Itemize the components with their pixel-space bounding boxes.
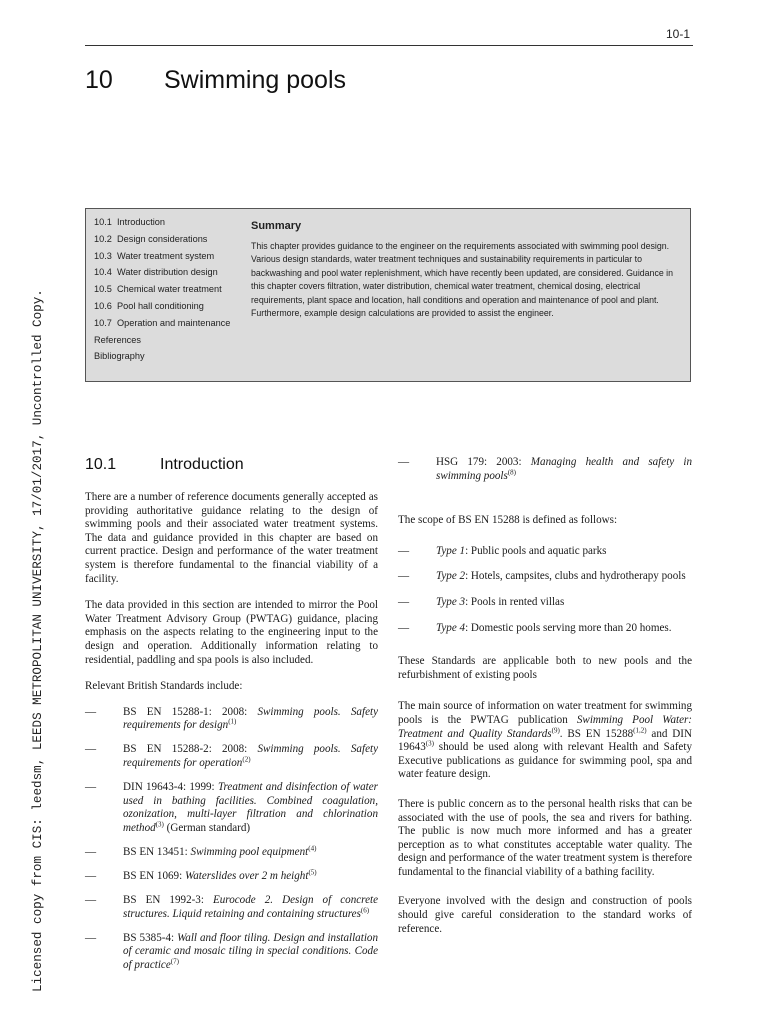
standards-intro: Relevant British Standards include: xyxy=(85,680,243,693)
pwtag-paragraph: The data provided in this section are intended to mirror the Pool Water Treatment Advisory Group (PWTAG) guidance, placing emphasis on the aspects relating to the engineering input to the design and operation. Additionally information relating to residential, paddling and spa pools is also included. xyxy=(85,599,378,666)
list-item: — BS EN 1069: Waterslides over 2 m height$^{(5)}$ xyxy=(85,868,317,883)
list-item: — BS EN 13451: Swimming pool equipment$^{(4)}$ xyxy=(85,844,317,858)
right-column xyxy=(398,456,692,950)
summary-heading: Summary xyxy=(251,220,302,232)
list-item: — Type 1: Public pools and aquatic parks xyxy=(398,544,607,557)
standards-list xyxy=(85,706,378,973)
summary-box xyxy=(85,208,691,382)
section-title: Introduction xyxy=(160,456,244,473)
everyone-paragraph: Everyone involved with the design and construction of pools should give careful consideration to the standard works of reference. xyxy=(398,895,692,935)
toc-item[interactable]: References xyxy=(94,334,141,345)
section-number: 10.1 xyxy=(85,456,117,473)
chapter-contents xyxy=(94,217,242,368)
section-heading xyxy=(85,456,244,474)
main-source-paragraph: The main source of information on water treatment for swimming pools is the PWTAG publication Swimming Pool Water: Treatment and Quality Standards$^{(9)}$. BS EN 15288$^{(1,2)}$ and DIN 19643$^{(3)}$ should be used along with relevant Health and Safety Executive publications as guidance for swimming pool, spa and water feature design. xyxy=(398,700,693,781)
list-item: — BS 5385-4: Wall and floor tiling. Design and installation of ceramic and mosaic tiling in special conditions. Code of practice$^{(7)}$ xyxy=(85,931,378,972)
page-number: 10-1 xyxy=(665,27,690,41)
list-item: — BS EN 15288-2: 2008: Swimming pools. Safety requirements for operation$^{(2)}$ xyxy=(85,743,378,769)
hsg-list xyxy=(398,456,692,483)
toc-item[interactable]: 10.7 Operation and maintenance xyxy=(94,317,231,328)
list-item: — Type 4: Domestic pools serving more than 20 homes. xyxy=(398,621,672,634)
header-rule xyxy=(85,45,693,46)
list-item: — Type 2: Hotels, campsites, clubs and hydrotherapy pools xyxy=(398,570,686,583)
scope-intro: The scope of BS EN 15288 is defined as follows: xyxy=(398,514,618,527)
toc-item[interactable]: 10.3 Water treatment system xyxy=(94,250,215,261)
chapter-title xyxy=(85,66,346,95)
licence-notice: Licensed copy from CIS: leedsm, LEEDS METROPOLITAN UNIVERSITY, 17/01/2017, Uncontrolled Copy. xyxy=(31,289,45,992)
applicable-paragraph: These Standards are applicable both to new pools and the refurbishment of existing pools xyxy=(398,655,692,681)
toc-item[interactable]: 10.4 Water distribution design xyxy=(94,267,218,278)
left-column xyxy=(85,491,378,983)
toc-item[interactable]: 10.2 Design considerations xyxy=(94,233,208,244)
toc-item[interactable]: Bibliography xyxy=(94,351,145,362)
list-item: — DIN 19643-4: 1999: Treatment and disinfection of water used in bathing facilities. Combined coagulation, ozonization, multi-layer filtration and chlorination method$^{(3)}$ (German standard) xyxy=(85,781,378,834)
toc-item[interactable]: 10.5 Chemical water treatment xyxy=(94,284,222,295)
toc-item[interactable]: 10.6 Pool hall conditioning xyxy=(94,300,204,311)
pool-types-list xyxy=(398,545,692,635)
list-item: — Type 3: Pools in rented villas xyxy=(398,595,565,608)
list-item: — BS EN 15288-1: 2008: Swimming pools. Safety requirements for design$^{(1)}$ xyxy=(85,705,378,732)
list-item: — HSG 179: 2003: Managing health and safety in swimming pools$^{(8)}$ xyxy=(398,456,693,482)
summary-text: This chapter provides guidance to the engineer on the requirements associated with swimming pool design. Various design standards, water treatment techniques and sustainability requirements in particular to backwashing and pool water replenishment, which have recently been updated, are considered. Guidance in this chapter covers filtration, water distribution, chemical water treatment, chemical dosing, electrical requirements, plant space and location, hall conditions and operation and maintenance of pool and plant. Furthermore, example design calculations are provided to assist the engineer. xyxy=(251,241,674,319)
chapter-title-text: Swimming pools xyxy=(164,66,347,94)
chapter-number: 10 xyxy=(85,66,113,94)
toc-item[interactable]: 10.1 Introduction xyxy=(94,217,166,227)
list-item: — BS EN 1992-3: Eurocode 2. Design of concrete structures. Liquid retaining and containing structures$^{(6)}$ xyxy=(85,894,378,920)
public-concern-paragraph: There is public concern as to the personal health risks that can be associated with the use of pools, the sea and rivers for bathing. The public is now much more informed and has a greater perception as to what constitutes acceptable water quality. The design and performance of the water treatment system is therefore fundamental to the financial viability of a bathing facility. xyxy=(398,797,692,878)
intro-paragraph: There are a number of reference documents generally accepted as providing authoritative guidance relating to the design of swimming pools and their associated water treatment systems. The data and guidance provided in this chapter are based on current practice. Design and performance of the water treatment system is therefore fundamental to the financial viability of a facility. xyxy=(85,491,378,585)
